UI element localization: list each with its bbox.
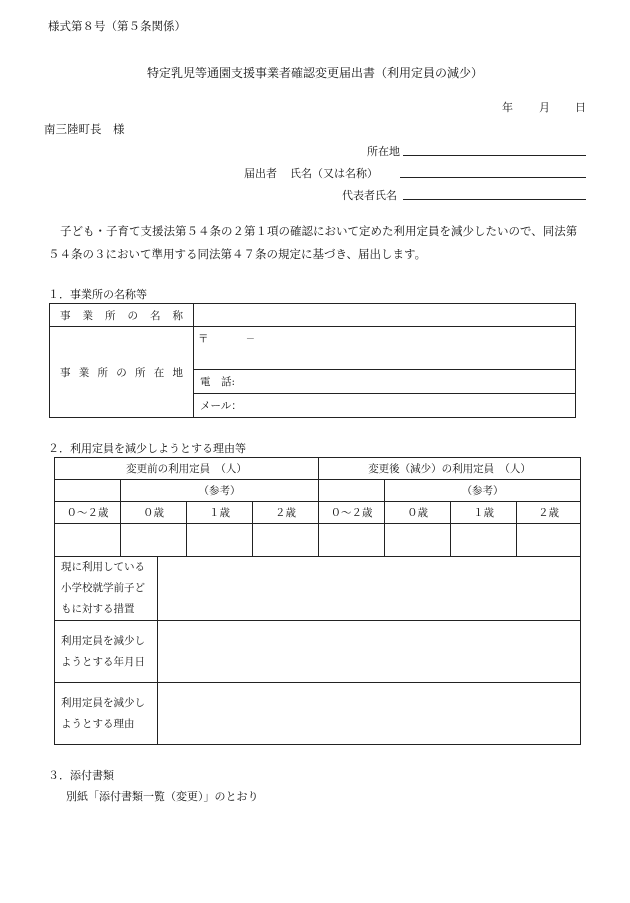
value-after-1[interactable]: [451, 524, 517, 557]
location-field[interactable]: [403, 143, 586, 156]
before-total-spacer: [55, 480, 121, 502]
notifier-label: 届出者: [244, 167, 277, 180]
section3-heading: ３．添付書類: [48, 769, 114, 782]
value-after-2[interactable]: [517, 524, 581, 557]
capacity-table: [54, 457, 581, 745]
location-label: 所在地: [367, 145, 400, 158]
after-total-spacer: [319, 480, 385, 502]
value-before-0[interactable]: [121, 524, 187, 557]
value-before-2[interactable]: [253, 524, 319, 557]
postal-dash: －: [245, 335, 255, 345]
facility-name-field[interactable]: [194, 304, 576, 327]
postal-address-field[interactable]: [194, 327, 576, 370]
postal-mark: 〒: [198, 333, 209, 345]
facility-address-label: 事業所の所在地: [60, 366, 183, 379]
reduction-date-label: 利用定員を減少しようとする年月日: [55, 621, 158, 683]
value-before-0-2[interactable]: [55, 524, 121, 557]
page-title: 特定乳児等通園支援事業者確認変更届出書（利用定員の減少）: [146, 66, 483, 80]
facility-name-label: 事業所の名称: [60, 309, 183, 322]
age-after-0-2: ０～２歳: [319, 502, 385, 524]
age-after-2: ２歳: [517, 502, 581, 524]
measures-label: 現に利用している小学校就学前子どもに対する措置: [55, 557, 158, 621]
date-day-label: 日: [575, 101, 586, 114]
name-field[interactable]: [400, 165, 586, 178]
before-header: 変更前の利用定員 （人）: [55, 458, 319, 480]
facility-name-label-cell: [50, 304, 194, 327]
value-after-0[interactable]: [385, 524, 451, 557]
before-reference: （参考）: [121, 480, 319, 502]
date-month-label: 月: [539, 101, 550, 114]
reduction-reason-label: 利用定員を減少しようとする理由: [55, 683, 158, 745]
name-label: 氏名（又は名称）: [290, 167, 378, 180]
age-before-0: ０歳: [121, 502, 187, 524]
attachments-text: 別紙「添付書類一覧（変更）」のとおり: [66, 790, 259, 803]
phone-field[interactable]: [194, 370, 576, 394]
representative-field[interactable]: [403, 187, 586, 200]
addressee: 南三陸町長 様: [44, 122, 125, 136]
facility-address-label-cell: [50, 327, 194, 418]
age-before-2: ２歳: [253, 502, 319, 524]
reduction-reason-field[interactable]: [158, 683, 581, 745]
facility-table: [49, 303, 576, 418]
after-reference: （参考）: [385, 480, 581, 502]
body-paragraph: 子ども・子育て支援法第５４条の２第１項の確認において定めた利用定員を減少したいので、同法第５４条の３において準用する同法第４７条の規定に基づき、届出します。: [48, 224, 578, 261]
age-before-0-2: ０～２歳: [55, 502, 121, 524]
value-before-1[interactable]: [187, 524, 253, 557]
section2-heading: ２．利用定員を減少しようとする理由等: [48, 442, 246, 455]
section1-heading: １．事業所の名称等: [48, 288, 147, 301]
mail-field[interactable]: [194, 394, 576, 418]
age-after-0: ０歳: [385, 502, 451, 524]
phone-label: 電 話:: [200, 376, 236, 388]
form-number: 様式第８号（第５条関係）: [48, 19, 186, 33]
measures-field[interactable]: [158, 557, 581, 621]
mail-label: メール：: [200, 400, 242, 412]
age-after-1: １歳: [451, 502, 517, 524]
age-before-1: １歳: [187, 502, 253, 524]
date-year-label: 年: [502, 101, 513, 114]
value-after-0-2[interactable]: [319, 524, 385, 557]
reduction-date-field[interactable]: [158, 621, 581, 683]
representative-label: 代表者氏名: [342, 189, 397, 202]
after-header: 変更後（減少）の利用定員 （人）: [319, 458, 581, 480]
